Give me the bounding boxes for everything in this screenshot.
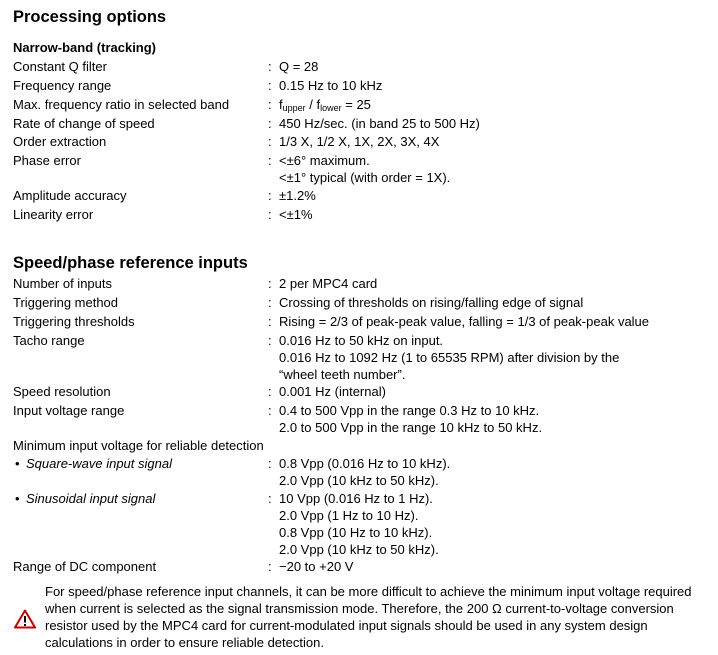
value-line: 10 Vpp (0.016 Hz to 1 Hz). [279,491,433,506]
spec-value [279,313,649,330]
value-line: 450 Hz/sec. (in band 25 to 500 Hz) [279,116,480,131]
value-line: 0.8 Vpp (0.016 Hz to 10 kHz). [279,456,451,471]
spec-value [279,133,439,150]
separator-colon: : [268,116,272,131]
value-line: “wheel teeth number”. [279,367,406,382]
spec-label-text: Square-wave input signal [26,456,172,471]
value-line: 2.0 Vpp (10 kHz to 50 kHz). [279,542,439,557]
separator-colon: : [268,207,272,222]
spec-value [279,332,619,383]
separator-colon: : [268,333,272,348]
subscript-upper: upper [282,103,306,113]
spec-label: Triggering thresholds [13,314,135,329]
separator-colon: : [268,153,272,168]
ratio-sep: / [305,97,317,112]
ratio-result: = 25 [341,97,371,112]
spec-value [279,96,371,113]
spec-label: Input voltage range [13,403,125,418]
value-line: −20 to +20 V [279,559,354,574]
value-line: 2.0 to 500 Vpp in the range 10 kHz to 50 kHz. [279,420,543,435]
value-line: 2.0 Vpp (10 kHz to 50 kHz). [279,473,439,488]
separator-colon: : [268,188,272,203]
separator-colon: : [268,295,272,310]
value-line: <±1° typical (with order = 1X). [279,170,451,185]
separator-colon: : [268,134,272,149]
spec-label: Constant Q filter [13,59,107,74]
value-line: <±6° maximum. [279,153,370,168]
separator-colon: : [268,559,272,574]
separator-colon: : [268,384,272,399]
separator-colon: : [268,314,272,329]
separator-colon: : [268,276,272,291]
spec-value [279,152,450,186]
spec-label: Range of DC component [13,559,157,574]
spec-label: Frequency range [13,78,112,93]
value-line: 0.8 Vpp (10 Hz to 10 kHz). [279,525,433,540]
value-line: 0.15 Hz to 10 kHz [279,78,383,93]
value-line: 1/3 X, 1/2 X, 1X, 2X, 3X, 4X [279,134,440,149]
spec-value [279,58,318,75]
spec-value [279,558,353,575]
spec-label: Minimum input voltage for reliable detection [13,438,264,453]
spec-value [279,294,583,311]
spec-label: Rate of change of speed [13,116,155,131]
spec-label: Max. frequency ratio in selected band [13,97,230,112]
bullet: • [15,491,20,506]
subsection-title-narrowband: Narrow-band (tracking) [13,40,157,55]
spec-label [15,490,155,507]
subscript-lower: lower [320,103,342,113]
section-title-processing: Processing options [13,8,167,26]
value-line: 2 per MPC4 card [279,276,378,291]
f-symbol: f [279,97,283,112]
value-line: 0.016 Hz to 1092 Hz (1 to 65535 RPM) after division by the [279,350,620,365]
separator-colon: : [268,456,272,471]
ratio-value [279,96,371,113]
value-line: Q = 28 [279,59,319,74]
warning-note: For speed/phase reference input channels, it can be more difficult to achieve the minimum input voltage required when current is selected as the signal transmission mode. Therefore, the 200 Ω current-to-voltage conversion resistor used by the MPC4 card for current-modulated input signals should be used in any system design calculations in order to ensure reliable detection. [45,584,692,650]
spec-label: Order extraction [13,134,107,149]
spec-value [279,455,450,489]
spec-label: Number of inputs [13,276,112,291]
spec-label [15,455,172,472]
separator-colon: : [268,491,272,506]
spec-label: Tacho range [13,333,85,348]
f-symbol: f [316,97,321,112]
spec-value [279,115,480,132]
spec-value [279,187,316,204]
spec-value [279,206,313,223]
section-title-speedphase: Speed/phase reference inputs [13,254,248,272]
spec-label: Phase error [13,153,81,168]
bullet: • [15,456,20,471]
value-line: 0.4 to 500 Vpp in the range 0.3 Hz to 10 kHz. [279,403,540,418]
value-line: Crossing of thresholds on rising/falling edge of signal [279,295,584,310]
value-line: Rising = 2/3 of peak-peak value, falling = 1/3 of peak-peak value [279,314,650,329]
value-line: 2.0 Vpp (1 Hz to 10 Hz). [279,508,419,523]
value-line: 0.001 Hz (internal) [279,384,386,399]
spec-value [279,402,542,436]
value-line: <±1% [279,207,313,222]
spec-label: Amplitude accuracy [13,188,127,203]
spec-value [279,490,439,558]
separator-colon: : [268,97,272,112]
spec-label: Speed resolution [13,384,111,399]
value-line: ±1.2% [279,188,316,203]
spec-value [279,383,386,400]
separator-colon: : [268,78,272,93]
spec-value [279,275,377,292]
separator-colon: : [268,59,272,74]
spec-label: Linearity error [13,207,94,222]
spec-label-text: Sinusoidal input signal [26,491,156,506]
separator-colon: : [268,403,272,418]
warning-triangle-icon [14,609,36,629]
spec-label: Triggering method [13,295,119,310]
value-line: 0.016 Hz to 50 kHz on input. [279,333,444,348]
spec-value [279,77,382,94]
